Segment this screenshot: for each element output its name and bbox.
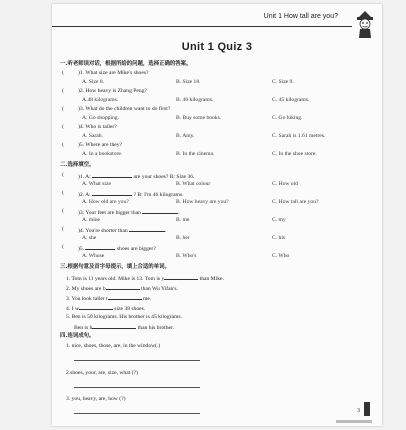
question-text: )3. What do the children want to do first? (78, 106, 171, 112)
answer-line[interactable] (74, 413, 200, 414)
option-c: C. 45 kilograms. (272, 97, 310, 103)
answer-line[interactable] (74, 387, 200, 388)
question-text: )4. You're shorter than . (78, 225, 166, 235)
option-b: B. me (176, 217, 190, 223)
answer-blank[interactable] (79, 303, 113, 310)
header-rule (52, 26, 352, 27)
word-order-prompt: 3. you, heavy, are, how (?) (66, 396, 126, 402)
question-paren: ( (62, 106, 64, 112)
option-b: B. Size 18. (176, 79, 201, 85)
option-c: C. Size 9. (272, 79, 294, 85)
fill-in-sentence: 3. You look taller t me. (66, 293, 151, 303)
question-text: )2. A: ? B: I'm 46 kilograms. (78, 189, 184, 199)
fill-in-sentence: 1. Tom is 11 years old. Mike is 13. Tom is y than Mike. (66, 273, 224, 283)
option-a: A.48 kilograms. (82, 97, 119, 103)
question-paren: ( (62, 70, 64, 76)
question-text: )4. Who is taller? (78, 124, 117, 130)
answer-blank[interactable] (85, 243, 115, 250)
option-b: B. her (176, 235, 190, 241)
footer-mark (336, 420, 372, 423)
question-text: )2. How heavy is Zhang Peng? (78, 88, 147, 94)
option-c: C. Who (272, 253, 290, 259)
option-a: A. In a bookstore. (82, 151, 123, 157)
question-paren: ( (62, 124, 64, 130)
option-c: C. How tall are you? (272, 199, 319, 205)
option-b: B. What colour (176, 181, 211, 187)
option-c: C. How old (272, 181, 298, 187)
unit-title: Unit 1 How tall are you? (263, 13, 338, 20)
answer-blank[interactable] (129, 225, 165, 232)
question-paren: ( (62, 208, 64, 214)
answer-line[interactable] (74, 360, 200, 361)
option-c: C. my (272, 217, 286, 223)
answer-blank[interactable] (92, 322, 136, 329)
fill-in-sentence: 5. Ben is 50 kilograms. His brother is 45 kilograms. (66, 314, 182, 320)
option-c: C. Sarah is 1.61 metres. (272, 133, 326, 139)
option-a: A. Go shopping. (82, 115, 119, 121)
option-a: A. Size 8. (82, 79, 105, 85)
option-b: B. In the cinema. (176, 151, 215, 157)
section-1-heading: 一.听老师读对话，根据所给的问题，选择正确的答案。 (60, 61, 192, 67)
question-paren: ( (62, 226, 64, 232)
question-paren: ( (62, 172, 64, 178)
answer-blank[interactable] (92, 189, 132, 196)
section-4-heading: 四.连词成句。 (60, 333, 95, 339)
option-c: C. his (272, 235, 286, 241)
fill-in-sentence: Ben is h than his brother. (74, 322, 174, 332)
word-order-prompt: 1. nice, shoes, those, are, in the window(.) (66, 343, 161, 349)
section-3-heading: 三.根据句意及首字母提示，填上合适的单词。 (60, 264, 170, 270)
answer-blank[interactable] (108, 293, 142, 300)
option-b: B. Amy. (176, 133, 195, 139)
question-paren: ( (62, 142, 64, 148)
word-order-prompt: 2.shoes, your, are, size, what (?) (66, 370, 138, 376)
question-text: )1. What size are Mike's shoes? (78, 70, 149, 76)
option-a: A. Whose (82, 253, 105, 259)
question-paren: ( (62, 244, 64, 250)
quiz-title: Unit 1 Quiz 3 (181, 41, 253, 53)
question-text: )1. A: are your shoes? B: Size 36. (78, 171, 194, 181)
answer-blank[interactable] (106, 283, 140, 290)
answer-blank[interactable] (92, 171, 132, 178)
option-a: A. What size (82, 181, 111, 187)
question-text: )5. Where are they? (78, 142, 122, 148)
page-number: 3 (357, 408, 360, 414)
page-tab-marker (364, 402, 370, 416)
option-a: A. How old are you? (82, 199, 129, 205)
worksheet-page (52, 4, 382, 426)
section-2-heading: 二.选择填空。 (60, 162, 95, 168)
fill-in-sentence: 4. I w size 38 shoes. (66, 303, 145, 313)
cartoon-character-icon (354, 9, 376, 39)
question-text: )3. Your feet are bigger than . (78, 207, 180, 217)
option-b: B. Buy some books. (176, 115, 222, 121)
question-paren: ( (62, 190, 64, 196)
option-a: A. she (82, 235, 97, 241)
fill-in-sentence: 2. My shoes are b than Wu Yifan's. (66, 283, 178, 293)
option-a: A. Sarah. (82, 133, 103, 139)
option-a: A. mine (82, 217, 101, 223)
question-text: )5. shoes are bigger? (78, 243, 156, 253)
option-b: B. How heavy are you? (176, 199, 229, 205)
page-header (52, 11, 382, 27)
answer-blank[interactable] (142, 207, 178, 214)
question-paren: ( (62, 88, 64, 94)
option-b: B. 46 kilograms. (176, 97, 214, 103)
option-b: B. Who's (176, 253, 197, 259)
option-c: C. In the shoe store. (272, 151, 317, 157)
option-c: C. Go hiking. (272, 115, 303, 121)
answer-blank[interactable] (164, 273, 198, 280)
